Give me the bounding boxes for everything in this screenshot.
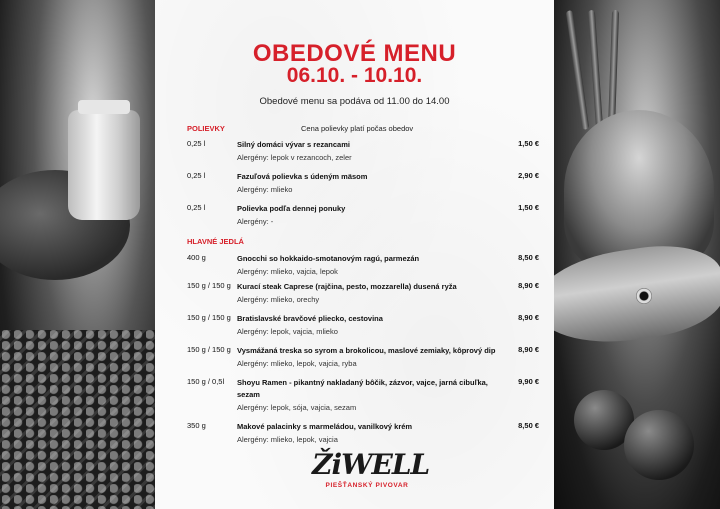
item-name: Shoyu Ramen - pikantný nakladaný bôčik, zázvor, vajce, jarná cibuľka, sezam <box>237 378 488 399</box>
item-price: 1,50 € <box>518 139 539 148</box>
ziwell-logo <box>312 446 430 494</box>
grain-sack-shape <box>564 110 714 270</box>
asparagus-shape <box>566 10 590 130</box>
vegetable-shape <box>624 410 694 480</box>
menu-sheet <box>155 0 554 509</box>
item-quantity: 0,25 l <box>187 203 206 212</box>
item-name: Gnocchi so hokkaido-smotanovým ragú, parmezán <box>237 254 420 263</box>
soups-price-note: Cena polievky platí počas obedov <box>301 124 414 133</box>
asparagus-shape <box>608 10 619 130</box>
item-price: 8,50 € <box>518 421 539 430</box>
item-price: 8,90 € <box>518 345 539 354</box>
mains-heading: HLAVNÉ JEDLÁ <box>187 237 244 246</box>
item-quantity: 150 g / 150 g <box>187 345 231 354</box>
item-name: Silný domáci vývar s rezancami <box>237 140 350 149</box>
logo-tagline: PIEŠŤANSKÝ PIVOVAR <box>325 482 409 489</box>
item-name: Fazuľová polievka s údeným mäsom <box>237 172 368 181</box>
beans-basket-shape <box>0 330 155 509</box>
item-price: 9,90 € <box>518 377 539 386</box>
item-allergens: Alergény: mlieko, orechy <box>237 295 320 304</box>
item-price: 8,90 € <box>518 313 539 322</box>
item-name: Vysmážaná treska so syrom a brokolicou, maslové zemiaky, kôprový dip <box>237 346 496 355</box>
item-allergens: Alergény: lepok, vajcia, mlieko <box>237 327 338 336</box>
soups-heading: POLIEVKY <box>187 124 225 133</box>
menu-title: OBEDOVÉ MENU <box>252 40 457 67</box>
menu-dates: 06.10. - 10.10. <box>286 64 423 87</box>
item-quantity: 150 g / 150 g <box>187 281 231 290</box>
right-food-photo <box>554 0 720 509</box>
item-quantity: 400 g <box>187 253 206 262</box>
item-quantity: 150 g / 150 g <box>187 313 231 322</box>
item-allergens: Alergény: mlieko <box>237 185 293 194</box>
asparagus-shape <box>588 10 603 130</box>
item-name: Polievka podľa dennej ponuky <box>237 204 346 213</box>
logo-wordmark: ŽiWELL <box>312 448 430 481</box>
item-allergens: Alergény: - <box>237 217 274 226</box>
item-allergens: Alergény: mlieko, lepok, vajcia <box>237 435 338 444</box>
item-price: 8,50 € <box>518 253 539 262</box>
item-quantity: 0,25 l <box>187 139 206 148</box>
item-price: 1,50 € <box>518 203 539 212</box>
item-quantity: 150 g / 0,5l <box>187 377 225 386</box>
item-price: 8,90 € <box>518 281 539 290</box>
item-quantity: 0,25 l <box>187 171 206 180</box>
item-allergens: Alergény: lepok v rezancoch, zeler <box>237 153 352 162</box>
item-allergens: Alergény: lepok, sója, vajcia, sezam <box>237 403 357 412</box>
serving-hours: Obedové menu sa podáva od 11.00 do 14.00 <box>259 96 450 107</box>
fish-eye-shape <box>636 288 652 304</box>
item-name: Kurací steak Caprese (rajčina, pesto, mozzarella) dusená ryža <box>237 282 457 291</box>
item-name: Bratislavské bravčové pliecko, cestovina <box>237 314 383 323</box>
item-allergens: Alergény: mlieko, vajcia, lepok <box>237 267 338 276</box>
left-food-photo <box>0 0 155 509</box>
milk-jar-shape <box>68 110 140 220</box>
item-price: 2,90 € <box>518 171 539 180</box>
item-quantity: 350 g <box>187 421 206 430</box>
item-name: Makové palacinky s marmeládou, vanilkový krém <box>237 422 413 431</box>
item-allergens: Alergény: mlieko, lepok, vajcia, ryba <box>237 359 357 368</box>
